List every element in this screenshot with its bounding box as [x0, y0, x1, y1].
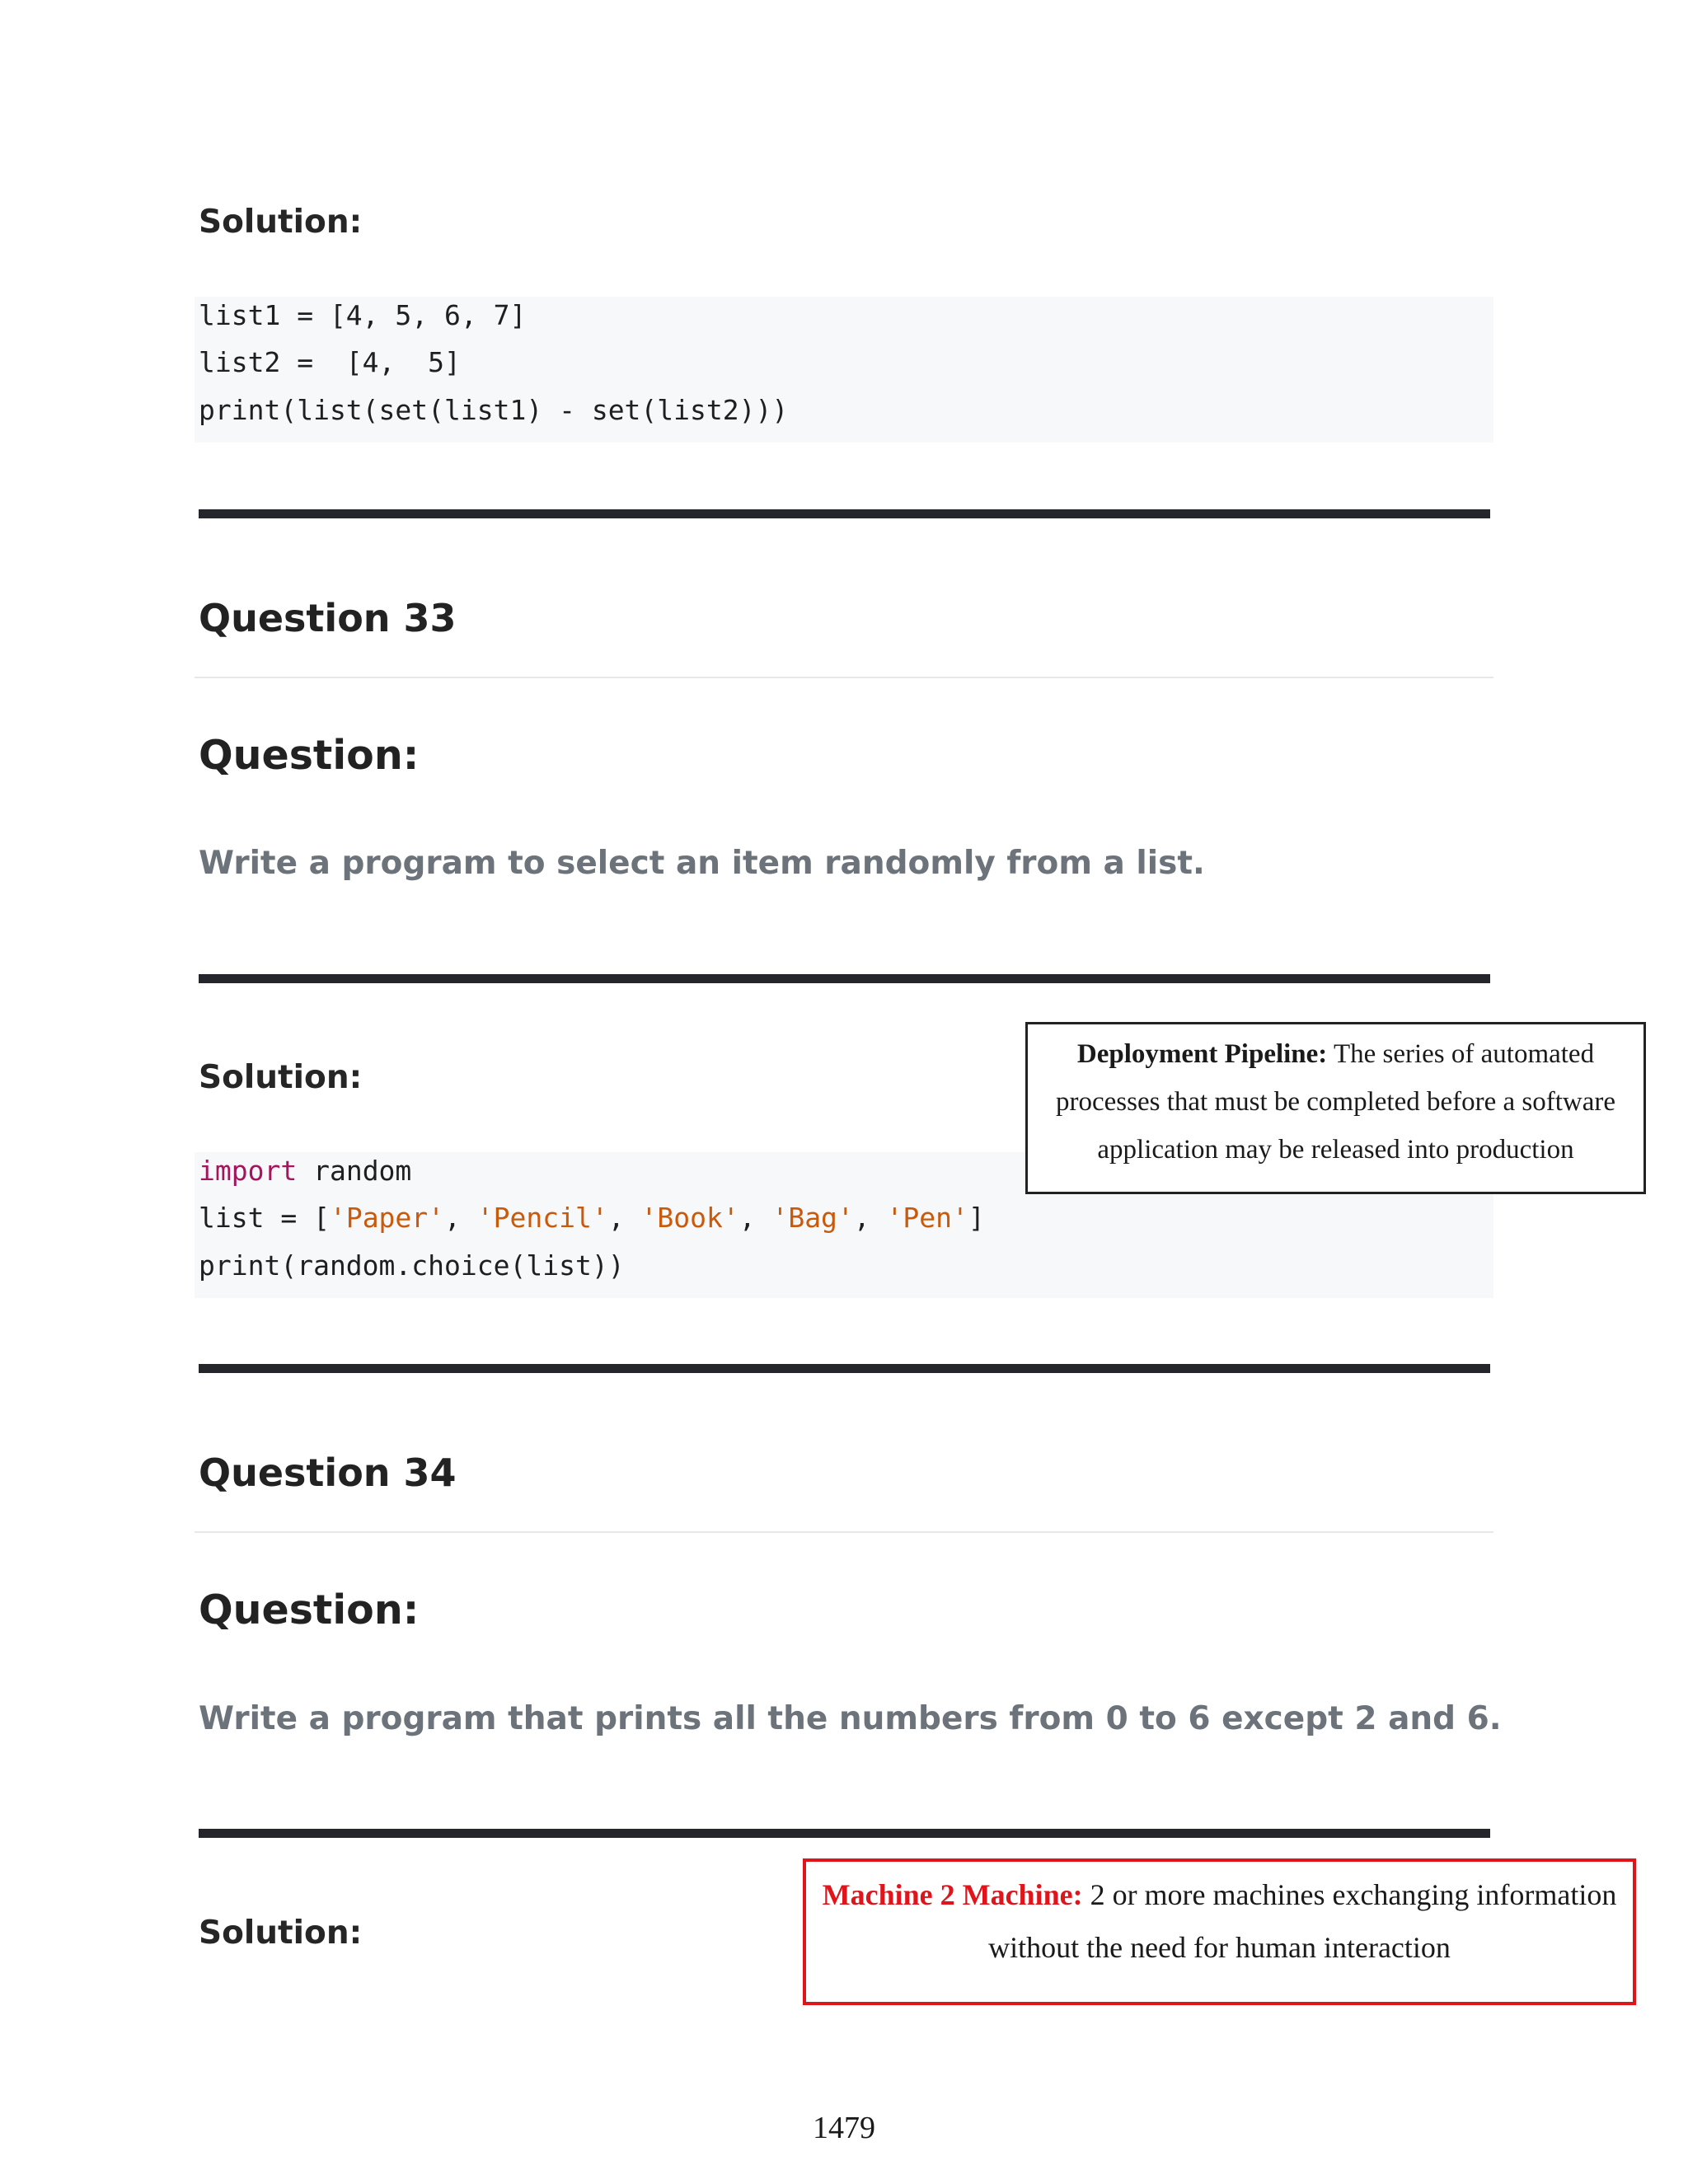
code-line: print(random.choice(list)) — [199, 1249, 625, 1282]
question-heading: Question: — [199, 732, 420, 779]
code-line — [199, 1202, 985, 1234]
definition-text: 2 or more machines exchanging information without the need for human interaction — [988, 1878, 1617, 1964]
code-text: random — [297, 1155, 412, 1187]
section-divider — [199, 974, 1490, 983]
code-keyword: import — [199, 1155, 298, 1187]
code-text: , — [607, 1202, 641, 1234]
question-prompt: Write a program that prints all the numbers from 0 to 6 except 2 and 6. — [199, 1700, 1502, 1737]
code-string: 'Paper' — [329, 1202, 445, 1234]
code-line: print(list(set(list1) - set(list2))) — [199, 394, 789, 426]
solution-heading: Solution: — [199, 1059, 363, 1096]
code-block — [195, 297, 1493, 443]
code-string: 'Bag' — [771, 1202, 854, 1234]
code-string: 'Pencil' — [476, 1202, 608, 1234]
solution-heading: Solution: — [199, 1915, 363, 1952]
solution-heading: Solution: — [199, 204, 363, 241]
heading-underline — [195, 677, 1493, 678]
code-text: , — [853, 1202, 887, 1234]
code-string: 'Pen' — [886, 1202, 968, 1234]
code-text: , — [444, 1202, 477, 1234]
definition-box — [1025, 1022, 1646, 1194]
section-divider — [199, 509, 1490, 518]
definition-box — [803, 1858, 1636, 2005]
question-number: Question 34 — [199, 1451, 457, 1495]
code-line: list1 = [4, 5, 6, 7] — [199, 299, 527, 331]
heading-underline — [195, 1531, 1493, 1533]
section-divider — [199, 1364, 1490, 1373]
question-heading: Question: — [199, 1586, 420, 1633]
definition-text: The series of automated processes that must be completed before a software application may be released into production — [1056, 1039, 1615, 1165]
question-number: Question 33 — [199, 596, 457, 640]
page-number: 1479 — [813, 2111, 875, 2145]
code-text: list = [ — [199, 1202, 330, 1234]
code-string: 'Book' — [640, 1202, 739, 1234]
code-text: , — [738, 1202, 772, 1234]
code-text: ] — [968, 1202, 985, 1234]
code-line: list2 = [4, 5] — [199, 346, 461, 378]
code-line — [199, 1155, 412, 1187]
definition-term: Deployment Pipeline: — [1076, 1039, 1328, 1069]
definition-term: Machine 2 Machine: — [822, 1878, 1083, 1911]
question-prompt: Write a program to select an item randomly from a list. — [199, 845, 1205, 882]
section-divider — [199, 1829, 1490, 1838]
